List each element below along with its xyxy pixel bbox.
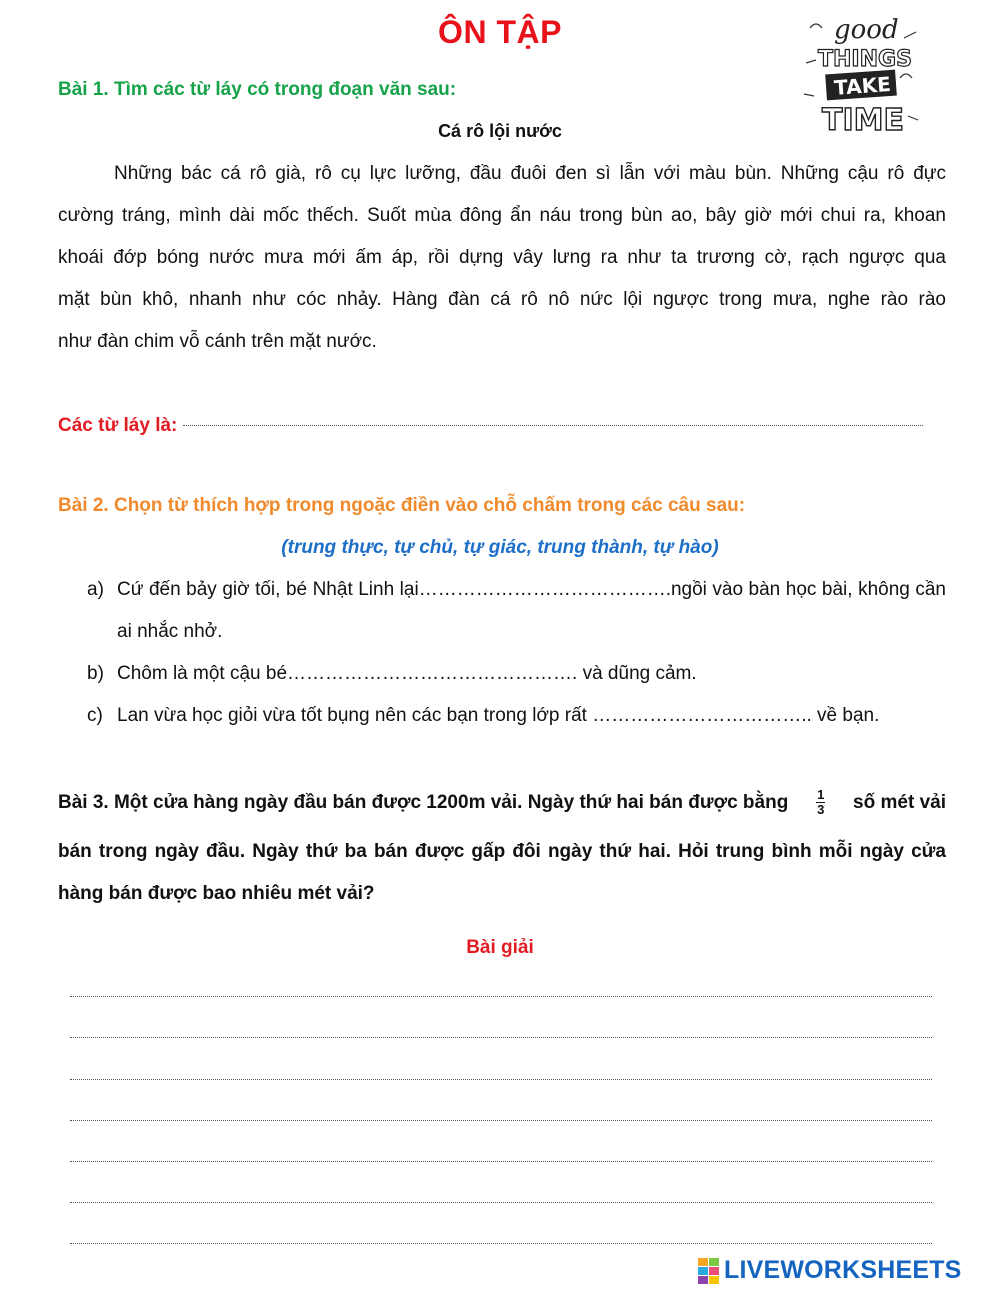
liveworksheets-blocks-icon [698,1258,720,1284]
item-a-marker: a) [87,579,104,600]
passage-line-4: mặt bùn khô, nhanh như cóc nhảy. Hàng đàn cá rô nô nức lội ngược trong mưa, nghe rào rào [58,289,946,310]
item-c-marker: c) [87,705,103,726]
solution-line-6[interactable] [70,1202,932,1203]
passage-title: Cá rô lội nước [438,121,562,141]
logo-word-things: THINGS [818,47,912,72]
solution-line-3[interactable] [70,1079,932,1080]
fraction-one-third [816,788,825,817]
solution-line-7[interactable] [70,1243,932,1244]
item-c-blank[interactable]: …………………………….. [592,705,812,726]
item-a-text-after: ngồi vào bàn học bài, không cần [670,579,946,600]
item-b-marker: b) [87,663,104,684]
logo-word-time: TIME [822,103,904,136]
bai3-line3: hàng bán được bao nhiêu mét vải? [58,883,375,904]
bai3-line1 [58,788,946,817]
word-bank: (trung thực, tự chủ, tự giác, trung thành, tự hào) [281,537,719,558]
item-a-text-before: Cứ đến bảy giờ tối, bé Nhật Linh lại [117,579,419,600]
solution-line-5[interactable] [70,1161,932,1162]
item-b-blank[interactable]: ………………………………………. [287,663,578,684]
solution-line-1[interactable] [70,996,932,997]
item-c-line [117,705,879,727]
passage-line-3: khoái đớp bóng nước mưa mới ấm áp, rồi dựng vây lưng ra như ta trương cờ, rạch ngược qua [58,247,946,268]
liveworksheets-brand[interactable]: LIVEWORKSHEETS [724,1256,962,1284]
good-things-take-time-logo [800,8,922,136]
passage-line-5: như đàn chim vỗ cánh trên mặt nước. [58,331,377,352]
page-title: ÔN TẬP [438,14,562,50]
passage-line-1: Những bác cá rô già, rô cụ lực lưỡng, đầu đuôi đen sì lẫn với màu bùn. Những cậu rô đực [114,163,946,184]
passage-line-2: cường tráng, mình dài mốc thếch. Suốt mùa đông ẩn náu trong bùn ao, bây giờ mới chui ra, khoan [58,205,946,226]
solution-label: Bài giải [466,937,534,958]
item-b-text-after: và dũng cảm. [577,663,697,684]
answer-dotted-line[interactable] [183,425,923,426]
bai3-line2: bán trong ngày đầu. Ngày thứ ba bán được gấp đôi ngày thứ hai. Hỏi trung bình mỗi ngày cửa [58,841,946,862]
bai3-text-before: Bài 3. Một cửa hàng ngày đầu bán được 1200m vải. Ngày thứ hai bán được bằng [58,791,789,813]
item-b-text-before: Chôm là một cậu bé [117,663,288,684]
item-a-line2: ai nhắc nhở. [117,621,223,642]
solution-line-2[interactable] [70,1037,932,1038]
logo-word-good: good [834,15,899,45]
fraction-numerator: 1 [817,787,825,802]
bai3-text-after: số mét vải [853,791,946,813]
solution-line-4[interactable] [70,1120,932,1121]
logo-word-take: TAKE [833,71,892,100]
answer-label: Các từ láy là: [58,415,178,436]
item-a-blank[interactable]: …………………………………. [418,579,671,600]
item-a-line1 [117,579,946,601]
item-b-line [117,663,697,685]
fraction-denominator: 3 [817,802,825,817]
item-c-text-after: về bạn. [811,705,880,726]
bai2-heading: Bài 2. Chọn từ thích hợp trong ngoặc điền vào chỗ chấm trong các câu sau: [58,495,746,516]
bai1-heading: Bài 1. Tìm các từ láy có trong đoạn văn sau: [58,79,457,100]
item-c-text-before: Lan vừa học giỏi vừa tốt bụng nên các bạn trong lớp rất [117,705,593,726]
